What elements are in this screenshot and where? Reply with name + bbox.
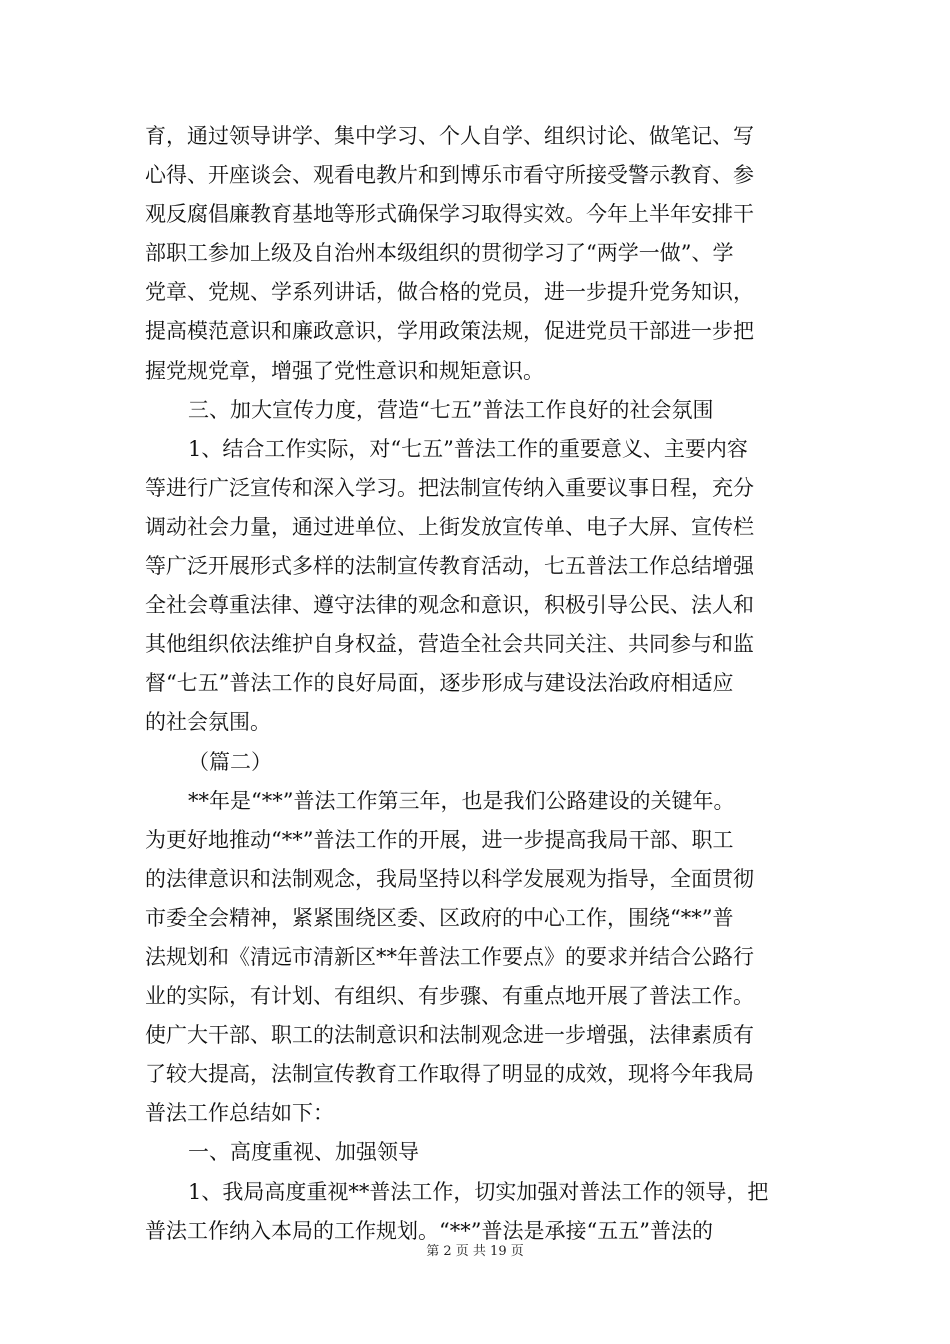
- text-line: （篇二）: [188, 749, 272, 774]
- text-line: 等进行广泛宣传和深入学习。把法制宣传纳入重要议事日程，充分: [145, 475, 754, 500]
- text-line: 全社会尊重法律、遵守法律的观念和意识，积极引导公民、法人和: [145, 593, 754, 618]
- text-line: 法规划和《清远市清新区**年普法工作要点》的要求并结合公路行: [145, 944, 754, 969]
- text-line: 等广泛开展形式多样的法制宣传教育活动，七五普法工作总结增强: [145, 554, 754, 579]
- text-line: 调动社会力量，通过进单位、上街发放宣传单、电子大屏、宣传栏: [145, 514, 754, 539]
- text-line: 观反腐倡廉教育基地等形式确保学习取得实效。今年上半年安排干: [145, 202, 754, 227]
- text-line: 握党规党章，增强了党性意识和规矩意识。: [145, 358, 544, 383]
- text-line: 党章、党规、学系列讲话，做合格的党员，进一步提升党务知识，: [145, 280, 754, 305]
- text-line: 普法工作总结如下：: [145, 1101, 334, 1126]
- page-footer: 第 2 页 共 19 页: [426, 1244, 524, 1259]
- text-line: 三、加大宣传力度，营造“七五”普法工作良好的社会氛围: [188, 397, 714, 422]
- text-line: 了较大提高，法制宣传教育工作取得了明显的成效，现将今年我局: [145, 1062, 754, 1087]
- text-line: 心得、开座谈会、观看电教片和到博乐市看守所接受警示教育、参: [145, 163, 754, 188]
- text-line: 1、结合工作实际，对“七五”普法工作的重要意义、主要内容: [188, 436, 748, 461]
- text-line: 一、高度重视、加强领导: [188, 1140, 419, 1165]
- text-line: 其他组织依法维护自身权益，营造全社会共同关注、共同参与和监: [145, 632, 754, 657]
- text-line: 的社会氛围。: [145, 710, 271, 735]
- text-line: 使广大干部、职工的法制意识和法制观念进一步增强，法律素质有: [145, 1023, 754, 1048]
- text-line: 提高模范意识和廉政意识，学用政策法规，促进党员干部进一步把: [145, 319, 754, 344]
- text-line: 部职工参加上级及自治州本级组织的贯彻学习了“两学一做”、学: [145, 241, 734, 266]
- text-line: 为更好地推动“**”普法工作的开展，进一步提高我局干部、职工: [145, 827, 734, 852]
- text-line: 业的实际，有计划、有组织、有步骤、有重点地开展了普法工作。: [145, 984, 754, 1009]
- document-body: [145, 117, 810, 1251]
- text-line: **年是“**”普法工作第三年，也是我们公路建设的关键年。: [188, 788, 735, 813]
- text-line: 1、我局高度重视**普法工作，切实加强对普法工作的领导，把: [188, 1179, 769, 1204]
- text-line: 的法律意识和法制观念，我局坚持以科学发展观为指导，全面贯彻: [145, 866, 754, 891]
- text-line: 督“七五”普法工作的良好局面，逐步形成与建设法治政府相适应: [145, 671, 734, 696]
- text-line: 普法工作纳入本局的工作规划。“**”普法是承接“五五”普法的: [145, 1218, 713, 1243]
- text-line: 市委全会精神，紧紧围绕区委、区政府的中心工作，围绕“**”普: [145, 905, 734, 930]
- text-line: 育，通过领导讲学、集中学习、个人自学、组织讨论、做笔记、写: [145, 124, 754, 148]
